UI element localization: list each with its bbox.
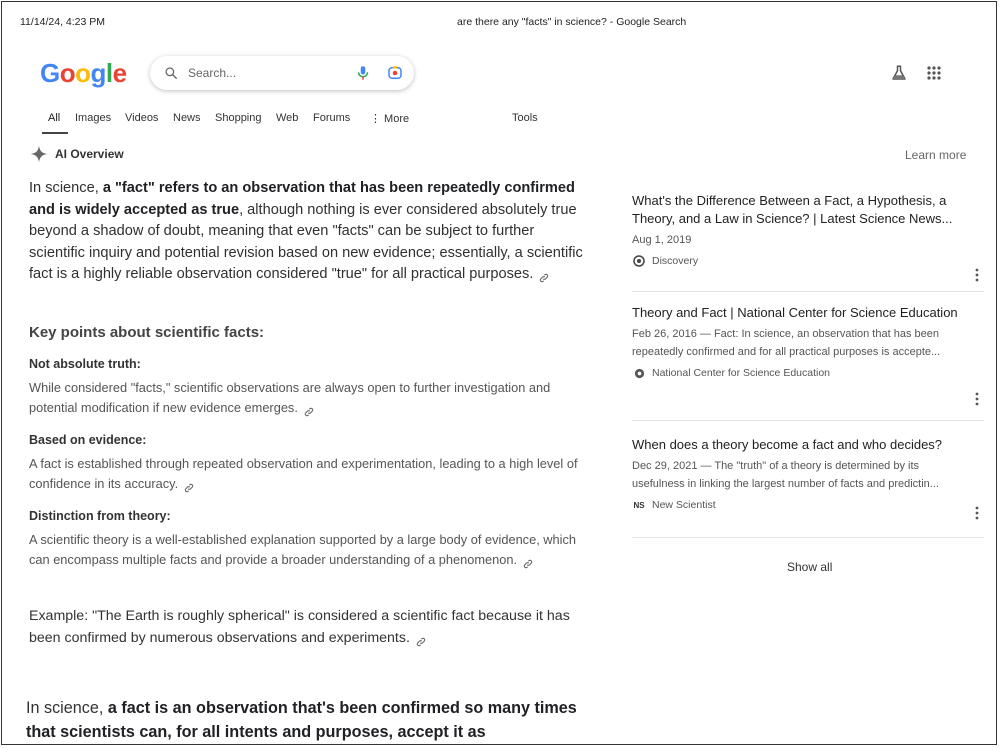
divider bbox=[632, 420, 984, 421]
google-lens-icon[interactable] bbox=[386, 64, 404, 82]
google-logo[interactable] bbox=[40, 58, 127, 89]
point-title: Distinction from theory: bbox=[29, 509, 171, 523]
source-name: National Center for Science Education bbox=[652, 367, 831, 379]
tab-all[interactable]: All bbox=[48, 112, 61, 124]
source-title[interactable]: When does a theory become a fact and who decides? bbox=[632, 437, 943, 452]
labs-flask-icon[interactable] bbox=[890, 64, 908, 82]
print-page-title: are there any "facts" in science? - Google Search bbox=[457, 16, 687, 28]
point-text: A fact is established through repeated observation and experimentation, leading to a high level of confidence in its accuracy. bbox=[29, 456, 578, 491]
print-datetime: 11/14/24, 4:23 PM bbox=[20, 16, 106, 28]
more-vert-icon[interactable] bbox=[974, 392, 980, 406]
source-card[interactable] bbox=[632, 436, 984, 512]
point-text: While considered "facts," scientific observations are always open to further investigation and potential modification if new evidence emerges. bbox=[29, 380, 551, 415]
learn-more-link[interactable]: Learn more bbox=[905, 148, 967, 162]
mic-icon[interactable] bbox=[354, 64, 372, 82]
source-date: Aug 1, 2019 bbox=[632, 234, 692, 246]
tab-videos[interactable]: Videos bbox=[125, 112, 159, 124]
ai-overview-title: AI Overview bbox=[55, 147, 124, 161]
divider bbox=[632, 291, 984, 292]
link-icon[interactable] bbox=[304, 403, 314, 413]
logo-letter: l bbox=[105, 58, 113, 88]
key-points-title: Key points about scientific facts: bbox=[29, 324, 265, 341]
divider bbox=[632, 537, 984, 538]
point-body bbox=[29, 454, 589, 493]
source-name: Discovery bbox=[652, 255, 699, 267]
source-snippet: repeatedly confirmed and for all practical purposes is accepte... bbox=[632, 346, 941, 358]
ncse-logo-icon bbox=[632, 366, 646, 380]
source-title[interactable]: Theory and Fact | National Center for Science Education bbox=[632, 305, 958, 320]
tab-shopping[interactable]: Shopping bbox=[215, 112, 262, 124]
logo-letter: e bbox=[112, 58, 127, 88]
intro-text: In science, bbox=[29, 180, 103, 196]
source-name: New Scientist bbox=[652, 499, 716, 511]
point-body bbox=[29, 530, 589, 569]
source-snippet: Dec 29, 2021 — The "truth" of a theory is determined by its bbox=[632, 460, 920, 472]
discovery-logo-icon bbox=[632, 254, 646, 268]
summary-paragraph bbox=[26, 696, 586, 744]
tab-forums[interactable]: Forums bbox=[313, 112, 351, 124]
tab-news[interactable]: News bbox=[173, 112, 201, 124]
logo-letter: o bbox=[75, 58, 91, 88]
point-title: Not absolute truth: bbox=[29, 357, 141, 371]
ai-overview-intro bbox=[29, 178, 594, 286]
source-snippet: Feb 26, 2016 — Fact: In science, an observation that has been bbox=[632, 328, 939, 340]
logo-letter: G bbox=[40, 58, 60, 88]
logo-letter: o bbox=[59, 58, 76, 88]
logo-letter: g bbox=[90, 58, 106, 88]
summary-text: In science, bbox=[26, 699, 108, 717]
more-vert-icon[interactable] bbox=[974, 268, 980, 282]
search-icon[interactable] bbox=[162, 64, 180, 82]
apps-grid-icon[interactable] bbox=[926, 65, 942, 81]
source-attribution bbox=[632, 254, 984, 268]
page-frame bbox=[1, 1, 997, 745]
link-icon[interactable] bbox=[539, 269, 549, 279]
search-input[interactable] bbox=[186, 65, 340, 81]
source-card[interactable] bbox=[632, 192, 984, 268]
show-all-button[interactable]: Show all bbox=[787, 560, 833, 574]
more-vert-icon[interactable] bbox=[974, 506, 980, 520]
intro-highlight: a "fact" refers to an observation that has been repeatedly confirmed and is widely accepted as true bbox=[29, 180, 575, 218]
example-paragraph bbox=[29, 606, 589, 649]
tab-web[interactable]: Web bbox=[276, 112, 299, 124]
example-text: Example: "The Earth is roughly spherical" is considered a scientific fact because it has been confirmed by numerous observations and experiments. bbox=[29, 608, 570, 646]
source-snippet: usefulness in linking the largest number of facts and predictin... bbox=[632, 478, 939, 490]
point-title: Based on evidence: bbox=[29, 433, 147, 447]
source-attribution bbox=[632, 498, 984, 512]
summary-highlight: a fact is an observation that's been confirmed so many times that scientists can, for all intents and purposes, accept it as bbox=[26, 699, 577, 741]
source-attribution bbox=[632, 366, 984, 380]
sparkle-icon bbox=[30, 145, 48, 163]
tab-tools[interactable]: Tools bbox=[512, 112, 538, 124]
point-body bbox=[29, 378, 589, 417]
source-title[interactable]: What's the Difference Between a Fact, a Hypothesis, a Theory, and a Law in Science? | Latest Science News... bbox=[632, 193, 953, 226]
link-icon[interactable] bbox=[184, 479, 194, 489]
link-icon[interactable] bbox=[523, 555, 533, 565]
intro-text-rest: , although nothing is ever considered absolutely true beyond a shadow of doubt, meaning that even "facts" can be subject to further scientific inquiry and potential revision based on new evidence; essentially, a scientific fact is a highly reliable observation considered "true" for all practical purposes. bbox=[29, 201, 583, 282]
point-text: A scientific theory is a well-established explanation supported by a large body of evidence, which can encompass multiple facts and provide a broader understanding of a phenomenon. bbox=[29, 532, 577, 567]
active-tab-indicator bbox=[42, 132, 68, 134]
ai-overview-body bbox=[29, 178, 594, 286]
search-box[interactable] bbox=[150, 56, 414, 90]
link-icon[interactable] bbox=[416, 633, 426, 643]
ai-overview-header bbox=[30, 145, 124, 163]
source-card[interactable] bbox=[632, 304, 984, 380]
tab-more[interactable]: ⋮ More bbox=[370, 113, 410, 125]
tab-images[interactable]: Images bbox=[75, 112, 112, 124]
new-scientist-logo-icon: NS bbox=[633, 500, 645, 510]
